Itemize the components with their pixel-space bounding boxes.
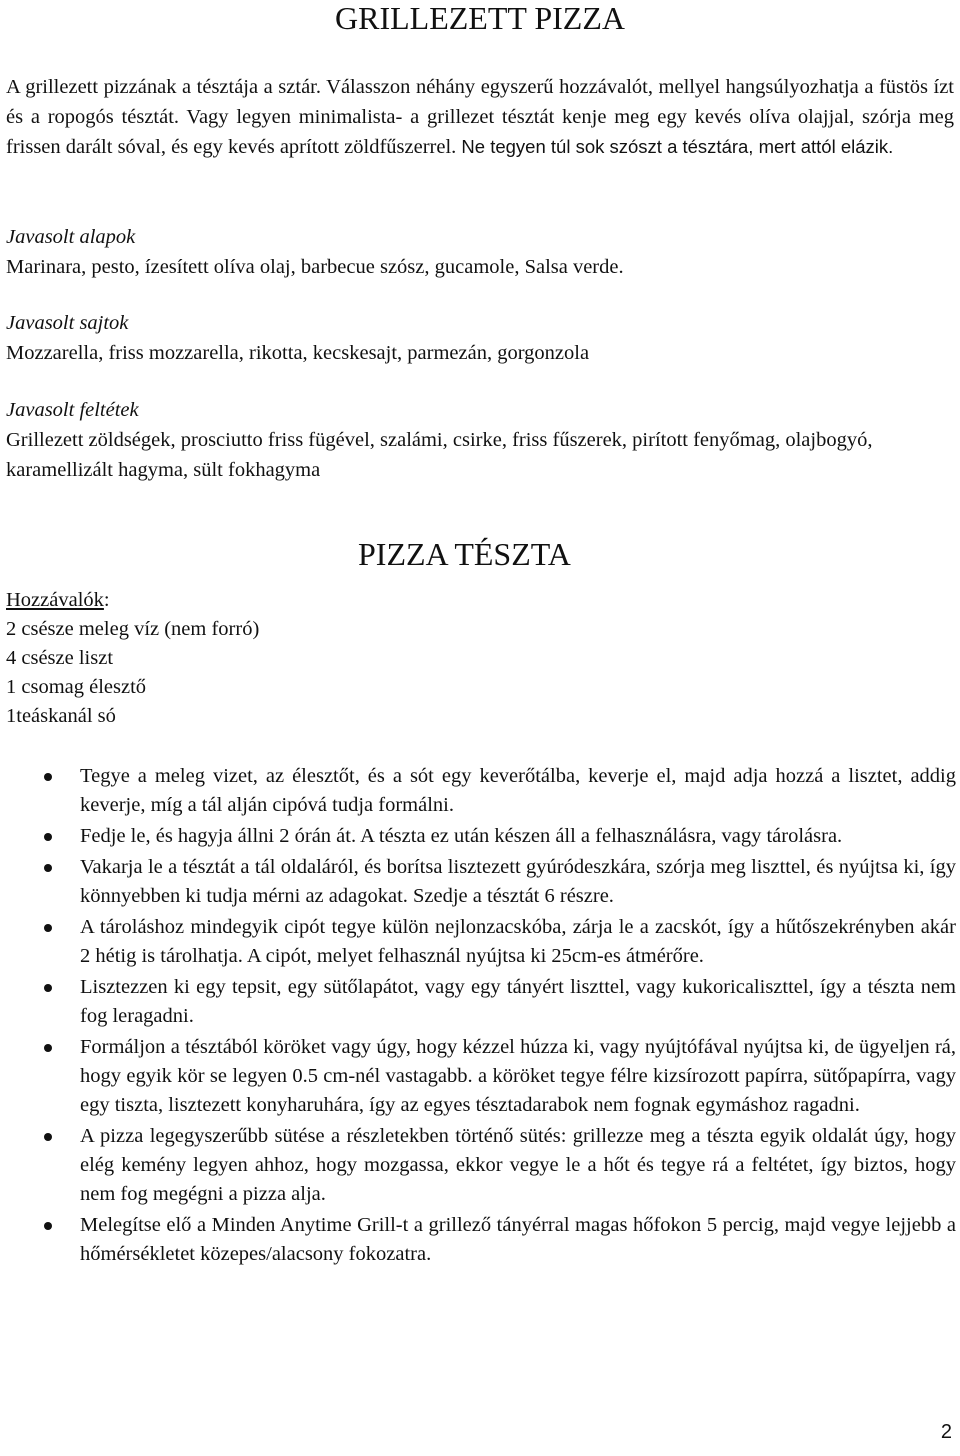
bullet-icon	[44, 833, 52, 841]
section-bases	[6, 222, 956, 282]
step-item	[80, 822, 956, 851]
step-text: Tegye a meleg vizet, az élesztőt, és a sót egy keverőtálba, keverje el, majd adja hozzá a lisztet, addig keverje, míg a tál alján cipóvá tudja formálni.	[80, 765, 956, 816]
bullet-icon	[44, 1133, 52, 1141]
ingredients-heading-line	[6, 586, 259, 615]
ingredient-item: 4 csésze liszt	[6, 647, 114, 669]
step-text: Vakarja le a tésztát a tál oldaláról, és borítsa lisztezett gyúródeszkára, szórja meg liszttel, és nyújtsa ki, így könnyebben ki tudja mérni az adagokat. Szedje a tésztát 6 részre.	[80, 856, 956, 907]
section-text: Marinara, pesto, ízesített olíva olaj, barbecue szósz, gucamole, Salsa verde.	[6, 256, 624, 278]
step-item	[80, 913, 956, 971]
step-item	[80, 973, 956, 1031]
step-text: Melegítse elő a Minden Anytime Grill-t a grillező tányérral magas hőfokon 5 percig, majd vegye lejjebb a hőmérsékletet közepes/alacsony fokozatra.	[80, 1214, 956, 1265]
step-item	[80, 853, 956, 911]
section-cheeses	[6, 308, 956, 368]
step-text: Lisztezzen ki egy tepsit, egy sütőlapátot, vagy egy tányért liszttel, vagy kukoricaliszttel, így a tészta nem fog leragadni.	[80, 976, 956, 1027]
step-text: Formáljon a tésztából köröket vagy úgy, hogy kézzel húzza ki, vagy nyújtófával nyújtsa ki, de ügyeljen rá, hogy egyik kör se legyen 0.5 cm-nél vastagabb. a köröket tegye félre kizsírozott papírra, sütőpapírra, vagy egy tiszta, lisztezett konyharuhára, így az egyes tésztadarabok nem fognak egymáshoz ragadni.	[80, 1036, 956, 1116]
step-text: Fedje le, és hagyja állni 2 órán át. A tészta ez után készen áll a felhasználásra, vagy tárolásra.	[80, 825, 843, 847]
step-text: A tároláshoz mindegyik cipót tegye külön nejlonzacskóba, zárja le a zacskót, így a hűtőszekrényben akár 2 hétig is tárolhatja. A cipót, melyet felhasznál nyújtsa ki 25cm-es átmérőre.	[80, 916, 956, 967]
bullet-icon	[44, 924, 52, 932]
section-text: Grillezett zöldségek, prosciutto friss fügével, szalámi, csirke, friss fűszerek, pirított fenyőmag, olajbogyó, karamellizált hagyma, sült fokhagyma	[6, 429, 873, 481]
intro-text-note: Ne tegyen túl sok szószt a tésztára, mert attól elázik.	[456, 136, 894, 157]
step-item	[80, 1033, 956, 1120]
section-heading: Javasolt feltétek	[6, 399, 139, 421]
section-text: Mozzarella, friss mozzarella, rikotta, kecskesajt, parmezán, gorgonzola	[6, 342, 590, 364]
ingredients-list	[6, 615, 259, 731]
ingredients-heading: Hozzávalók	[6, 589, 104, 611]
intro-text: A grillezett pizzának a tésztája a sztár. Válasszon néhány egyszerű hozzávalót, mellyel hangsúlyozhatja a füstös ízt és a ropogós tésztát. Vagy legyen minimalista- a grillezet tésztát kenje meg egy kevés olíva olajjal, szórja meg frissen darált sóval, és egy kevés aprított zöldfűszerrel.	[6, 76, 954, 158]
step-item	[80, 1122, 956, 1209]
bullet-icon	[44, 1222, 52, 1230]
ingredient-item: 1teáskanál só	[6, 705, 116, 727]
page-number: 2	[940, 1421, 952, 1443]
ingredients-block	[6, 586, 259, 731]
bullet-icon	[44, 773, 52, 781]
bullet-icon	[44, 864, 52, 872]
section-heading: Javasolt alapok	[6, 226, 136, 248]
ingredient-item: 2 csésze meleg víz (nem forró)	[6, 618, 260, 640]
bullet-icon	[44, 984, 52, 992]
page-title: GRILLEZETT PIZZA	[334, 0, 625, 36]
step-item	[80, 762, 956, 820]
step-item	[80, 1211, 956, 1269]
dough-title: PIZZA TÉSZTA	[358, 536, 571, 572]
bullet-icon	[44, 1044, 52, 1052]
ingredient-item: 1 csomag élesztő	[6, 676, 147, 698]
steps-list	[80, 762, 956, 1271]
ingredients-colon: :	[103, 589, 110, 611]
step-text: A pizza legegyszerűbb sütése a részletekben történő sütés: grillezze meg a tészta egyik oldalát úgy, hogy elég kemény legyen ahhoz, hogy mozgassa, ekkor vegye le a hőt és tegye rá a feltétet, így biztos, hogy nem fog megégni a pizza alja.	[80, 1125, 956, 1205]
intro-paragraph	[6, 72, 954, 162]
section-heading: Javasolt sajtok	[6, 312, 129, 334]
section-toppings	[6, 395, 956, 485]
